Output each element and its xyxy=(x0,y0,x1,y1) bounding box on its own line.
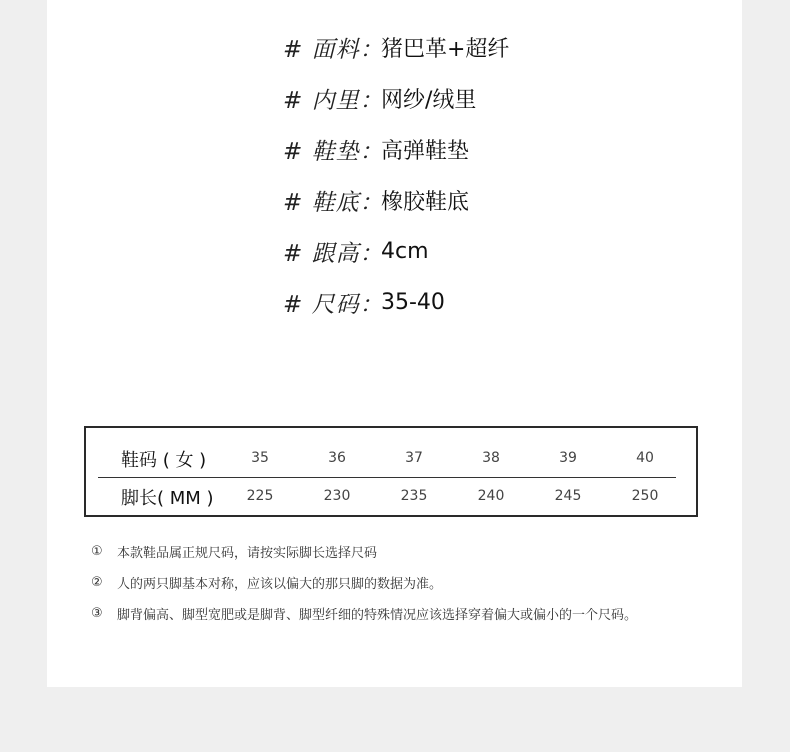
note-number: ① xyxy=(91,544,103,559)
spec-value: 网纱/绒里 xyxy=(381,88,477,113)
size-chart-table xyxy=(84,426,698,517)
note-item xyxy=(91,567,637,598)
spec-key: # 面料： xyxy=(283,37,384,63)
size-row xyxy=(86,440,696,478)
note-number: ③ xyxy=(91,606,103,621)
foot-length-cell: 225 xyxy=(246,488,274,504)
foot-length-cell: 245 xyxy=(554,488,582,504)
foot-length-cell: 240 xyxy=(477,488,505,504)
spec-row-heel-height xyxy=(283,226,509,277)
spec-key: # 内里： xyxy=(283,88,384,114)
size-cell: 40 xyxy=(636,450,654,466)
spec-value: 猪巴革+超纤 xyxy=(381,37,510,62)
size-cell: 35 xyxy=(251,450,269,466)
spec-key: # 鞋垫： xyxy=(283,139,384,165)
spec-value: 高弹鞋垫 xyxy=(381,139,470,164)
spec-row-lining xyxy=(283,73,509,124)
note-text: 脚背偏高、脚型宽肥或是脚背、脚型纤细的特殊情况应该选择穿着偏大或偏小的一个尺码。 xyxy=(117,608,638,623)
spec-row-sole xyxy=(283,175,509,226)
foot-length-cell: 250 xyxy=(631,488,659,504)
foot-length-cell: 230 xyxy=(323,488,351,504)
note-number: ② xyxy=(91,575,103,590)
size-cell: 38 xyxy=(482,450,500,466)
note-text: 人的两只脚基本对称，应该以偏大的那只脚的数据为准。 xyxy=(117,577,443,592)
spec-key: # 鞋底： xyxy=(283,190,384,216)
spec-row-size-range xyxy=(283,277,509,328)
size-notes xyxy=(91,536,637,629)
spec-key: # 跟高： xyxy=(283,241,384,267)
spec-row-material xyxy=(283,22,509,73)
spec-value: 35-40 xyxy=(381,290,445,315)
size-cell: 37 xyxy=(405,450,423,466)
product-detail-card xyxy=(47,0,742,687)
spec-value: 橡胶鞋底 xyxy=(381,190,470,215)
note-text: 本款鞋品属正规尺码，请按实际脚长选择尺码 xyxy=(117,546,378,561)
note-item xyxy=(91,536,637,567)
foot-length-row xyxy=(86,478,696,516)
foot-length-row-label: 脚长( MM ) xyxy=(121,488,214,509)
foot-length-cell: 235 xyxy=(400,488,428,504)
size-row-label: 鞋码 ( 女 ) xyxy=(121,450,207,471)
size-cell: 36 xyxy=(328,450,346,466)
spec-list xyxy=(283,22,509,328)
note-item xyxy=(91,598,637,629)
spec-value: 4cm xyxy=(381,239,429,264)
spec-key: # 尺码： xyxy=(283,292,384,318)
spec-row-insole xyxy=(283,124,509,175)
size-cell: 39 xyxy=(559,450,577,466)
